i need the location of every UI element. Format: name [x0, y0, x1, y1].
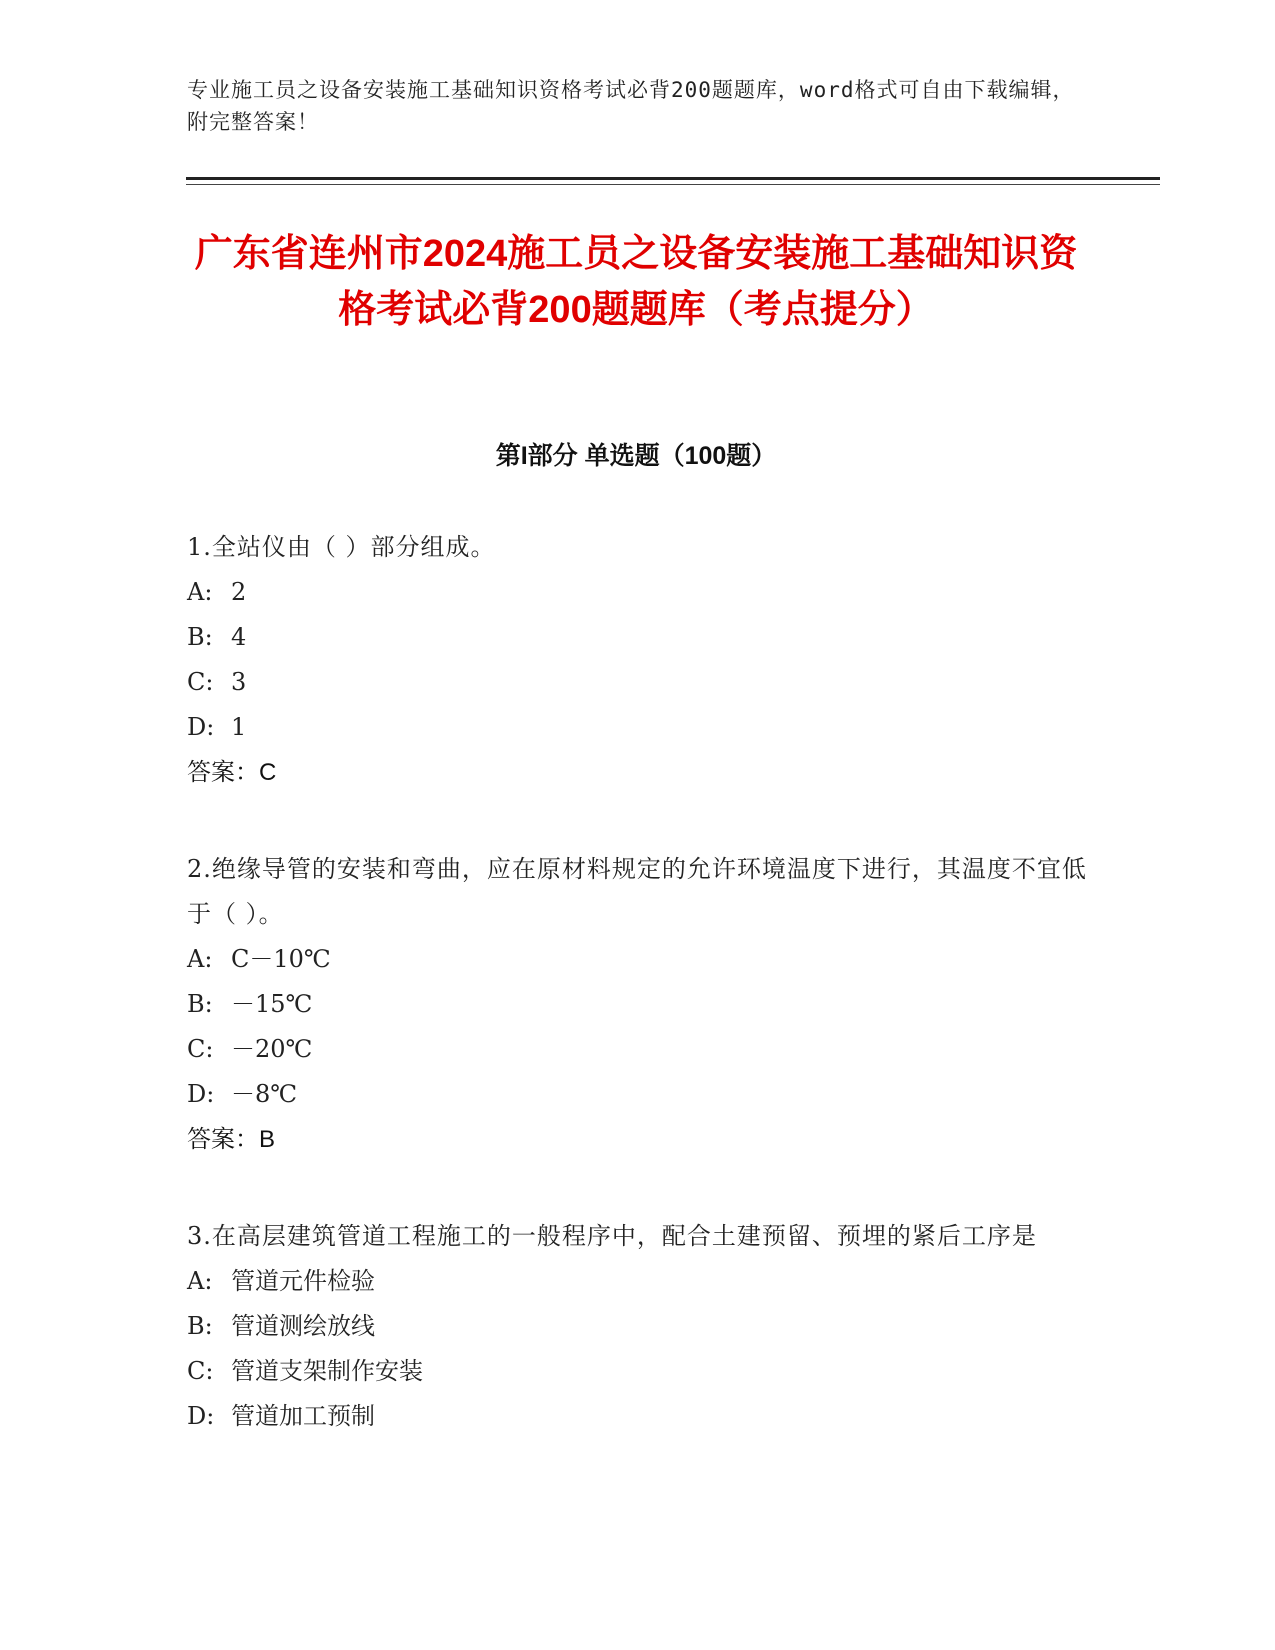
- option-letter: B:: [187, 1312, 213, 1340]
- option-letter: C:: [187, 668, 214, 696]
- option-d: [187, 1072, 1087, 1117]
- option-letter: A:: [187, 1267, 213, 1295]
- option-c: [187, 1349, 1087, 1394]
- question-stem: 1.全站仪由（ ）部分组成。: [187, 533, 496, 561]
- option-a: [187, 570, 1087, 615]
- answer-text: 答案：C: [187, 759, 277, 786]
- option-text: 管道测绘放线: [231, 1312, 375, 1340]
- header-note: 专业施工员之设备安装施工基础知识资格考试必背200题题库，word格式可自由下载编辑，附完整答案！: [187, 78, 1075, 134]
- option-b: [187, 615, 1087, 660]
- option-d: [187, 705, 1087, 750]
- option-letter: B:: [187, 990, 213, 1018]
- option-b: [187, 1304, 1087, 1349]
- option-text: 1: [231, 713, 247, 741]
- option-text: －8℃: [231, 1080, 298, 1108]
- option-a: [187, 1259, 1087, 1304]
- option-letter: A:: [187, 578, 213, 606]
- option-letter: D:: [187, 1080, 215, 1108]
- option-text: －15℃: [231, 990, 313, 1018]
- section-title: 第I部分 单选题（100题）: [495, 442, 777, 470]
- option-letter: D:: [187, 1402, 215, 1430]
- option-letter: B:: [187, 623, 213, 651]
- option-letter: C:: [187, 1357, 214, 1385]
- question-stem: 3.在高层建筑管道工程施工的一般程序中，配合土建预留、预埋的紧后工序是: [187, 1222, 1037, 1250]
- option-text: 4: [231, 623, 247, 651]
- option-letter: D:: [187, 713, 215, 741]
- header-rule-thin: [186, 184, 1160, 185]
- option-letter: C:: [187, 1035, 214, 1063]
- question-list: [187, 525, 1087, 1491]
- option-text: C－10℃: [231, 945, 331, 973]
- option-text: 管道元件检验: [231, 1267, 375, 1295]
- option-text: 2: [231, 578, 247, 606]
- answer-text: 答案：B: [187, 1126, 276, 1153]
- header-rule-thick: [186, 177, 1160, 180]
- question-3: [187, 1214, 1087, 1439]
- option-d: [187, 1394, 1087, 1439]
- document-title: 广东省连州市2024施工员之设备安装施工基础知识资格考试必背200题题库（考点提分）: [194, 233, 1078, 331]
- option-b: [187, 982, 1087, 1027]
- option-c: [187, 1027, 1087, 1072]
- question-stem: 2.绝缘导管的安装和弯曲，应在原材料规定的允许环境温度下进行，其温度不宜低于（ ）。: [187, 855, 1087, 928]
- option-text: －20℃: [231, 1035, 313, 1063]
- option-letter: A:: [187, 945, 213, 973]
- option-text: 管道加工预制: [231, 1402, 375, 1430]
- option-text: 3: [231, 668, 247, 696]
- option-a: [187, 937, 1087, 982]
- option-c: [187, 660, 1087, 705]
- question-2: [187, 847, 1087, 1162]
- option-text: 管道支架制作安装: [231, 1357, 423, 1385]
- question-1: [187, 525, 1087, 795]
